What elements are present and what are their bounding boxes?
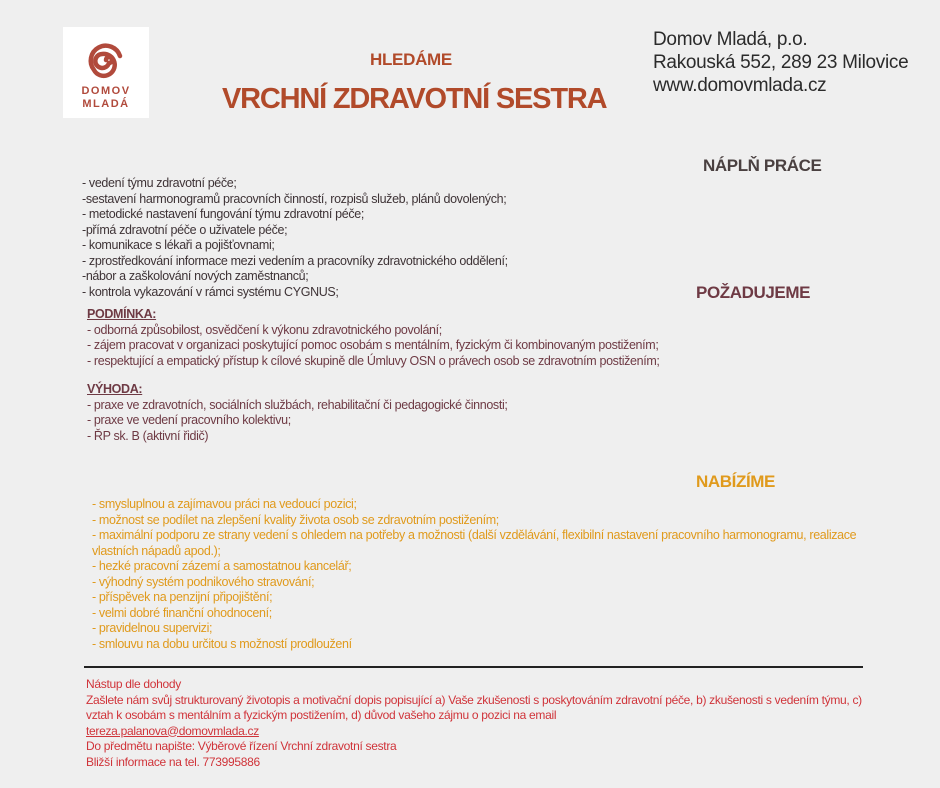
nabizime-list	[92, 497, 892, 652]
list-item: - velmi dobré finanční ohodnocení;	[92, 605, 272, 620]
footer-contact	[86, 677, 866, 770]
footer-phone: Bližší informace na tel. 773995886	[86, 754, 260, 769]
list-item: - maximální podporu ze strany vedení s ohledem na potřeby a možnosti (další vzdělávání, flexibilní nastavení pracovního harmonogramu, realizace vlastních nápadů apod.);	[92, 528, 857, 558]
list-item: - praxe ve vedení pracovního kolektivu;	[87, 413, 291, 427]
list-item: - zájem pracovat v organizaci poskytující pomoc osobám s mentálním, fyzickým či kombinovaným postižením;	[87, 338, 659, 352]
logo-line-2: MLADÁ	[82, 98, 130, 110]
list-item: - zprostředkování informace mezi vedením a pracovníky zdravotnického oddělení;	[82, 253, 508, 268]
list-item: - kontrola vykazování v rámci systému CYGNUS;	[82, 284, 339, 299]
logo	[63, 27, 149, 118]
footer-subject: Do předmětu napište: Výběrové řízení Vrchní zdravotní sestra	[86, 739, 397, 753]
list-item: -sestavení harmonogramů pracovních činností, rozpisů služeb, plánů dovolených;	[82, 191, 507, 206]
list-item: - smlouvu na dobu určitou s možností prodloužení	[92, 636, 352, 651]
list-item: - ŘP sk. B (aktivní řidič)	[87, 428, 209, 443]
org-name: Domov Mladá, p.o.	[653, 29, 808, 50]
section-title-pozadujeme: POŽADUJEME	[696, 283, 811, 302]
footer-instructions: Zašlete nám svůj strukturovaný životopis a motivační dopis popisující a) Vaše zkušenosti s poskytováním zdravotní péče, b) zkušenosti s vedením týmu, c) vztah k osobám s mentálním a fyzickým postižením, d) důvod vašeho zájmu o pozici na email	[86, 692, 862, 722]
org-address: Rakouská 552, 289 23 Milovice	[653, 52, 909, 73]
list-item: - metodické nastavení fungování týmu zdravotní péče;	[82, 207, 364, 221]
list-item: - respektující a empatický přístup k cílové skupině dle Úmluvy OSN o právech osob se zdravotním postižením;	[87, 353, 660, 368]
logo-line-1: DOMOV	[81, 85, 131, 97]
divider	[84, 666, 863, 668]
page-title: VRCHNÍ ZDRAVOTNÍ SESTRA	[222, 83, 607, 115]
list-item: - výhodný systém podnikového stravování;	[92, 574, 315, 589]
section-title-naplne: NÁPLŇ PRÁCE	[703, 156, 822, 175]
list-item: - komunikace s lékaři a pojišťovnami;	[82, 238, 275, 252]
email-link[interactable]: tereza.palanova@domovmlada.cz	[86, 723, 259, 738]
org-web: www.domovmlada.cz	[653, 75, 827, 96]
section-title-nabizime: NABÍZÍME	[696, 472, 775, 491]
list-item: - pravidelnou supervizi;	[92, 621, 213, 635]
vyhoda-list	[87, 382, 508, 444]
podminka-title: PODMÍNKA:	[87, 307, 157, 321]
hledame-label: HLEDÁME	[370, 50, 452, 69]
list-item: - odborná způsobilost, osvědčení k výkonu zdravotnického povolání;	[87, 322, 442, 337]
list-item: - možnost se podílet na zlepšení kvality života osob se zdravotním postižením;	[92, 512, 499, 527]
list-item: -přímá zdravotní péče o uživatele péče;	[82, 222, 288, 237]
naplne-list	[82, 176, 508, 300]
podminka-list	[87, 307, 660, 369]
vyhoda-title: VÝHODA:	[87, 382, 143, 396]
spiral-logo-icon	[78, 35, 134, 85]
footer-nastup: Nástup dle dohody	[86, 677, 181, 691]
list-item: - vedení týmu zdravotní péče;	[82, 176, 237, 190]
list-item: -nábor a zaškolování nových zaměstnanců;	[82, 269, 309, 283]
list-item: - hezké pracovní zázemí a samostatnou kancelář;	[92, 559, 352, 573]
list-item: - příspěvek na penzijní připojištění;	[92, 590, 273, 604]
list-item: - praxe ve zdravotních, sociálních službách, rehabilitační či pedagogické činnosti;	[87, 397, 508, 412]
list-item: - smysluplnou a zajímavou práci na vedoucí pozici;	[92, 497, 357, 511]
organization-info	[653, 28, 908, 97]
